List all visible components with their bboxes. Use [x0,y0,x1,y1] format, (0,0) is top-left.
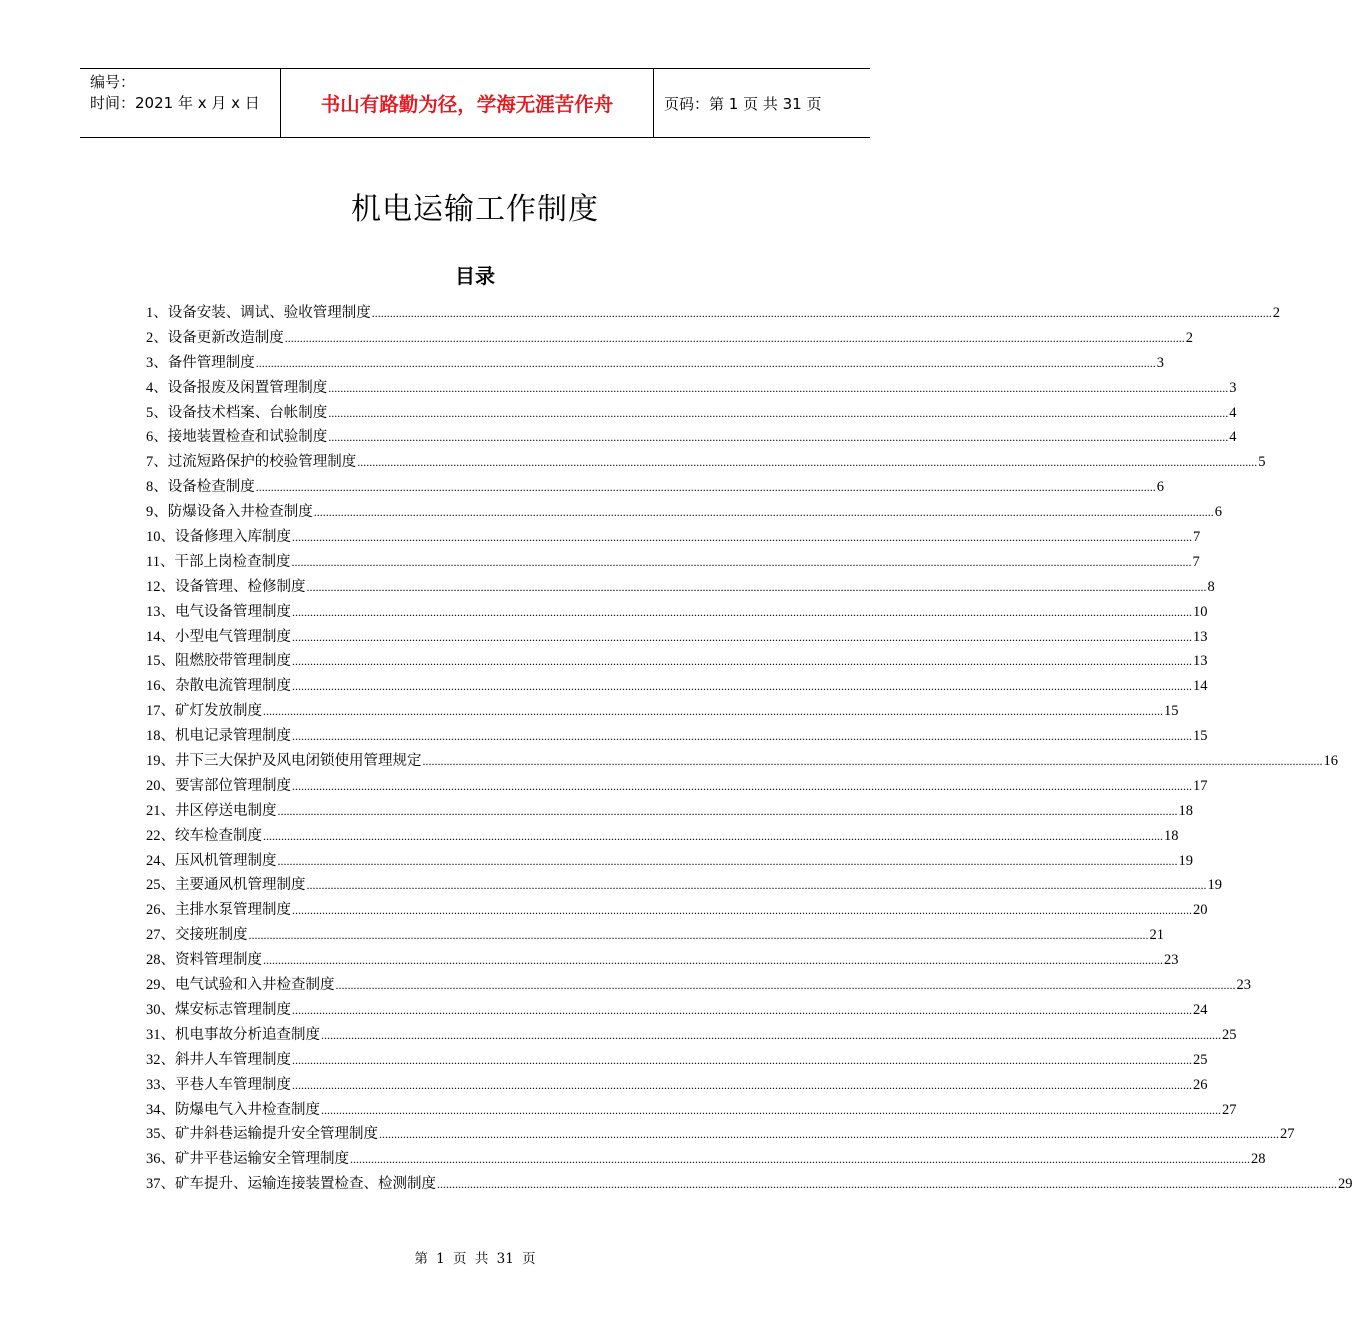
toc-dot-leader: ............................................................................................................................................................................................................................................................................................................ [350,1152,1250,1167]
toc-entry-page: 29 [1338,1176,1353,1193]
toc-entry-title: 设备报废及闲置管理制度 [167,379,328,396]
toc-entry-page: 17 [1193,777,1208,794]
toc-dot-leader: ............................................................................................................................................................................................................................................................................................................ [437,1177,1337,1192]
toc-entry-page: 27 [1280,1126,1295,1143]
toc-entry[interactable] [146,674,1208,699]
toc-entry-number: 4、 [146,379,168,396]
toc-dot-leader: ............................................................................................................................................................................................................................................................................................................ [284,330,1185,345]
toc-entry-page: 26 [1193,1076,1208,1093]
toc-dot-leader: ............................................................................................................................................................................................................................................................................................................ [379,1127,1279,1142]
toc-entry-title: 干部上岗检查制度 [174,553,291,570]
toc-entry-number: 18、 [146,728,175,745]
toc-entry[interactable] [146,1098,1237,1123]
toc-entry-title: 煤安标志管理制度 [175,1001,291,1018]
toc-entry-number: 1、 [146,305,168,321]
toc-entry-number: 3、 [146,354,168,371]
toc-entry[interactable] [146,699,1179,724]
toc-entry-page: 5 [1258,454,1266,471]
toc-dot-leader: ............................................................................................................................................................................................................................................................................................................ [357,455,1258,470]
toc-entry[interactable] [146,525,1201,550]
toc-entry[interactable] [146,898,1208,923]
toc-entry[interactable] [146,923,1164,948]
toc-entry-number: 11、 [146,553,175,570]
toc-dot-leader: ............................................................................................................................................................................................................................................................................................................ [292,530,1192,545]
toc-entry-number: 13、 [146,603,175,620]
toc-dot-leader: ............................................................................................................................................................................................................................................................................................................ [263,828,1163,843]
toc-dot-leader: ............................................................................................................................................................................................................................................................................................................ [292,1052,1192,1067]
toc-entry-page: 8 [1207,578,1215,595]
toc-entry-page: 18 [1178,802,1193,819]
toc-entry-number: 15、 [146,653,175,670]
toc-entry-title: 设备管理、检修制度 [175,578,306,595]
toc-entry-number: 29、 [146,977,175,994]
toc-entry-page: 15 [1193,728,1208,745]
toc-entry-number: 37、 [146,1176,175,1193]
toc-entry-page: 6 [1214,504,1222,521]
page-header [80,68,870,138]
toc-dot-leader: ............................................................................................................................................................................................................................................................................................................ [292,903,1192,918]
toc-entry-number: 19、 [146,753,175,770]
toc-entry-page: 4 [1229,404,1237,421]
toc-entry-title: 主要通风机管理制度 [175,877,306,894]
toc-entry-title: 电气试验和入井检查制度 [175,977,335,994]
toc-entry-number: 27、 [146,927,175,944]
toc-dot-leader: ............................................................................................................................................................................................................................................................................................................ [292,604,1192,619]
toc-entry-page: 24 [1193,1001,1208,1018]
toc-entry-title: 备件管理制度 [167,354,255,371]
toc-entry[interactable] [146,575,1215,600]
toc-entry-title: 交接班制度 [175,927,248,944]
toc-entry[interactable] [146,500,1222,525]
toc-dot-leader: ............................................................................................................................................................................................................................................................................................................ [313,505,1214,520]
toc-dot-leader: ............................................................................................................................................................................................................................................................................................................ [306,878,1207,893]
toc-entry-title: 杂散电流管理制度 [175,678,291,695]
toc-entry-page: 15 [1164,703,1179,720]
toc-dot-leader: ............................................................................................................................................................................................................................................................................................................ [292,729,1192,744]
toc-entry-number: 21、 [146,802,175,819]
toc-dot-leader: ............................................................................................................................................................................................................................................................................................................ [328,380,1229,395]
toc-entry[interactable] [146,326,1193,351]
toc-entry-number: 35、 [146,1126,175,1143]
toc-entry-title: 设备技术档案、台帐制度 [167,404,328,421]
toc-entry-number: 34、 [146,1101,175,1118]
toc-entry-title: 矿井平巷运输安全管理制度 [175,1151,349,1168]
toc-dot-leader: ............................................................................................................................................................................................................................................................................................................ [277,853,1178,868]
toc-entry-number: 6、 [146,429,168,446]
toc-entry-title: 设备安装、调试、验收管理制度 [167,305,371,321]
toc-dot-leader: ............................................................................................................................................................................................................................................................................................................ [292,1002,1192,1017]
toc-entry-page: 6 [1156,479,1164,496]
toc-entry[interactable] [146,1172,1353,1197]
toc-entry-title: 设备修理入库制度 [175,529,291,546]
toc-entry[interactable] [146,948,1179,973]
toc-entry-title: 井区停送电制度 [175,802,277,819]
toc-entry-number: 24、 [146,852,175,869]
toc-entry-title: 矿井斜巷运输提升安全管理制度 [175,1126,378,1143]
toc-entry-number: 30、 [146,1001,175,1018]
toc-entry[interactable] [146,550,1200,575]
toc-entry-number: 17、 [146,703,175,720]
toc-entry-number: 12、 [146,578,175,595]
toc-dot-leader: ............................................................................................................................................................................................................................................................................................................ [292,654,1192,669]
toc-entry-number: 16、 [146,678,175,695]
page-footer: 第 1 页 共 31 页 [414,1251,536,1267]
toc-entry[interactable] [146,998,1208,1023]
toc-dot-leader: ............................................................................................................................................................................................................................................................................................................ [321,1027,1221,1042]
toc-entry-number: 14、 [146,628,175,645]
toc-entry-title: 绞车检查制度 [175,827,262,844]
toc-entry-title: 防爆电气入井检查制度 [175,1101,320,1118]
toc-entry-title: 资料管理制度 [175,952,262,969]
toc-entry-number: 31、 [146,1026,175,1043]
toc-entry-number: 10、 [146,529,175,546]
toc-dot-leader: ............................................................................................................................................................................................................................................................................................................ [277,803,1178,818]
toc-entry-page: 3 [1156,354,1164,371]
toc-dot-leader: ............................................................................................................................................................................................................................................................................................................ [335,978,1236,993]
toc-entry[interactable] [146,749,1338,774]
table-of-contents [146,301,1353,1197]
toc-entry-page: 19 [1178,852,1193,869]
toc-entry-page: 14 [1193,678,1208,695]
toc-heading: 目录 [455,264,495,288]
header-meta [80,69,281,137]
toc-entry-title: 接地装置检查和试验制度 [167,429,328,446]
toc-entry-page: 20 [1193,902,1208,919]
toc-dot-leader: ............................................................................................................................................................................................................................................................................................................ [263,953,1163,968]
toc-dot-leader: ............................................................................................................................................................................................................................................................................................................ [291,554,1192,569]
toc-entry[interactable] [146,425,1237,450]
toc-entry-page: 19 [1207,877,1222,894]
toc-entry[interactable] [146,1122,1295,1147]
toc-entry[interactable] [146,450,1266,475]
toc-entry-page: 25 [1222,1026,1237,1043]
toc-entry[interactable] [146,625,1208,650]
toc-entry[interactable] [146,973,1251,998]
toc-entry[interactable] [146,1147,1266,1172]
toc-entry-title: 斜井人车管理制度 [175,1051,291,1068]
toc-entry-page: 16 [1323,753,1338,770]
toc-entry[interactable] [146,301,1280,326]
toc-entry-page: 25 [1193,1051,1208,1068]
toc-dot-leader: ............................................................................................................................................................................................................................................................................................................ [422,754,1323,769]
toc-entry-title: 机电事故分析追查制度 [175,1026,320,1043]
toc-entry-title: 设备检查制度 [167,479,255,496]
header-motto: 书山有路勤为径，学海无涯苦作舟 [281,69,654,137]
toc-entry-number: 9、 [146,504,168,521]
toc-entry-title: 过流短路保护的校验管理制度 [167,454,357,471]
toc-entry-page: 10 [1193,603,1208,620]
toc-entry[interactable] [146,1023,1237,1048]
toc-entry[interactable] [146,824,1179,849]
toc-entry-number: 32、 [146,1051,175,1068]
toc-entry[interactable] [146,724,1208,749]
toc-entry[interactable] [146,475,1164,500]
toc-entry-number: 22、 [146,827,175,844]
toc-entry[interactable] [146,351,1164,376]
toc-entry-title: 设备更新改造制度 [167,329,284,346]
toc-entry-page: 2 [1272,305,1280,321]
toc-entry-page: 13 [1193,628,1208,645]
toc-entry-page: 7 [1193,529,1201,546]
toc-dot-leader: ............................................................................................................................................................................................................................................................................................................ [292,1077,1192,1092]
toc-dot-leader: ............................................................................................................................................................................................................................................................................................................ [292,778,1192,793]
toc-entry-page: 7 [1192,553,1200,570]
toc-entry-page: 21 [1149,927,1164,944]
toc-entry-number: 33、 [146,1076,175,1093]
toc-dot-leader: ............................................................................................................................................................................................................................................................................................................ [306,579,1207,594]
toc-entry-page: 18 [1164,827,1179,844]
toc-entry-page: 4 [1229,429,1237,446]
toc-entry-number: 28、 [146,952,175,969]
toc-dot-leader: ............................................................................................................................................................................................................................................................................................................ [328,405,1229,420]
toc-entry-number: 26、 [146,902,175,919]
toc-entry-title: 井下三大保护及风电闭锁使用管理规定 [175,753,422,770]
toc-dot-leader: ............................................................................................................................................................................................................................................................................................................ [328,430,1229,445]
toc-entry[interactable] [146,1073,1208,1098]
toc-entry-number: 25、 [146,877,175,894]
toc-entry-number: 20、 [146,777,175,794]
toc-entry[interactable] [146,1048,1208,1073]
document-time-label: 时间：2021 年 x 月 x 日 [90,94,260,112]
document-number-label: 编号： [90,73,136,91]
toc-entry[interactable] [146,799,1193,824]
toc-dot-leader: ............................................................................................................................................................................................................................................................................................................ [255,355,1156,370]
toc-entry-number: 36、 [146,1151,175,1168]
toc-entry-number: 5、 [146,404,168,421]
toc-entry-title: 机电记录管理制度 [175,728,291,745]
toc-entry-page: 23 [1164,952,1179,969]
toc-entry[interactable] [146,376,1237,401]
document-title: 机电运输工作制度 [351,192,599,228]
toc-entry-title: 阻燃胶带管理制度 [175,653,291,670]
toc-dot-leader: ............................................................................................................................................................................................................................................................................................................ [371,306,1272,320]
toc-entry-title: 电气设备管理制度 [175,603,291,620]
toc-entry-page: 13 [1193,653,1208,670]
toc-entry[interactable] [146,849,1193,874]
toc-dot-leader: ............................................................................................................................................................................................................................................................................................................ [263,704,1163,719]
toc-entry-number: 8、 [146,479,168,496]
toc-entry[interactable] [146,401,1237,426]
toc-entry-title: 防爆设备入井检查制度 [167,504,313,521]
toc-entry[interactable] [146,649,1208,674]
toc-entry-title: 要害部位管理制度 [175,777,291,794]
toc-entry-title: 矿车提升、运输连接装置检查、检测制度 [175,1176,436,1193]
toc-entry-number: 7、 [146,454,168,471]
toc-entry-page: 3 [1229,379,1237,396]
toc-entry-page: 2 [1185,329,1193,346]
toc-entry-title: 压风机管理制度 [175,852,277,869]
toc-entry-title: 小型电气管理制度 [175,628,291,645]
toc-dot-leader: ............................................................................................................................................................................................................................................................................................................ [321,1102,1221,1117]
toc-entry-page: 28 [1251,1151,1266,1168]
toc-dot-leader: ............................................................................................................................................................................................................................................................................................................ [292,679,1192,694]
toc-entry-page: 23 [1236,977,1251,994]
toc-dot-leader: ............................................................................................................................................................................................................................................................................................................ [255,480,1156,495]
toc-entry-page: 27 [1222,1101,1237,1118]
toc-entry[interactable] [146,600,1208,625]
toc-entry[interactable] [146,873,1222,898]
header-page-info: 页码：第 1 页 共 31 页 [664,94,822,113]
toc-dot-leader: ............................................................................................................................................................................................................................................................................................................ [292,629,1192,644]
toc-dot-leader: ............................................................................................................................................................................................................................................................................................................ [248,928,1149,943]
toc-entry[interactable] [146,774,1208,799]
toc-entry-title: 平巷人车管理制度 [175,1076,291,1093]
toc-entry-title: 主排水泵管理制度 [175,902,291,919]
toc-entry-title: 矿灯发放制度 [175,703,262,720]
toc-entry-number: 2、 [146,329,168,346]
